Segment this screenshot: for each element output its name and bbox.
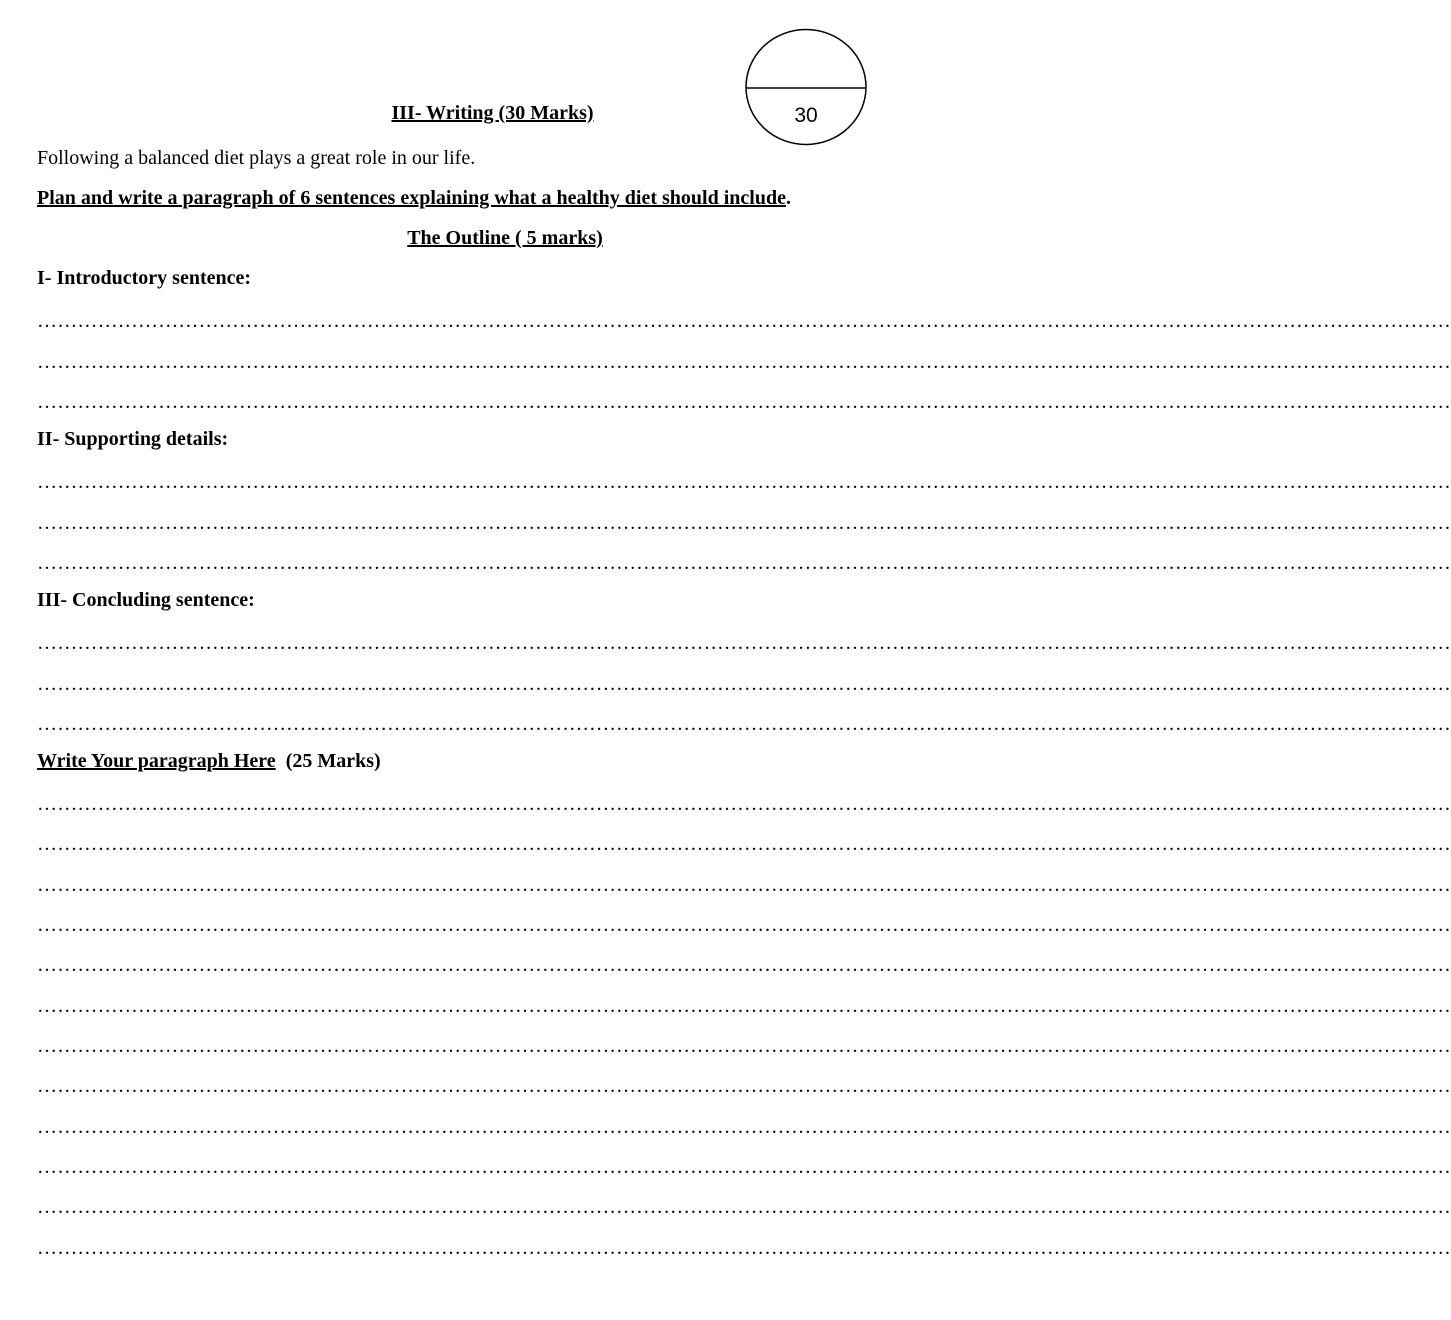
paragraph-marks: (25 Marks) [285, 750, 381, 772]
score-total: 30 [794, 104, 818, 127]
paragraph-answer-line[interactable]: ………………………………………………………………………………………………………………………………………………………………………………………… [37, 995, 1451, 1017]
section-title: III- Writing (30 Marks) [391, 102, 594, 124]
intro-answer-line[interactable]: ………………………………………………………………………………………………………………………………………………………………………………………… [37, 391, 1451, 413]
concluding-answer-line[interactable]: ………………………………………………………………………………………………………………………………………………………………………………………… [37, 673, 1451, 695]
concluding-answer-line[interactable]: ………………………………………………………………………………………………………………………………………………………………………………………… [37, 632, 1451, 654]
paragraph-answer-line[interactable]: ………………………………………………………………………………………………………………………………………………………………………………………… [37, 1035, 1451, 1057]
concluding-answer-line[interactable]: ………………………………………………………………………………………………………………………………………………………………………………………… [37, 713, 1451, 735]
concluding-label: III- Concluding sentence: [37, 589, 255, 611]
paragraph-answer-line[interactable]: ………………………………………………………………………………………………………………………………………………………………………………………… [37, 1156, 1451, 1178]
supporting-answer-line[interactable]: ………………………………………………………………………………………………………………………………………………………………………………………… [37, 552, 1451, 574]
paragraph-answer-line[interactable]: ………………………………………………………………………………………………………………………………………………………………………………………… [37, 1116, 1451, 1138]
paragraph-answer-line[interactable]: ………………………………………………………………………………………………………………………………………………………………………………………… [37, 1196, 1451, 1218]
score-circle-shape [745, 28, 867, 146]
paragraph-answer-line[interactable]: ………………………………………………………………………………………………………………………………………………………………………………………… [37, 793, 1451, 815]
score-circle [745, 28, 867, 146]
supporting-label: II- Supporting details: [37, 428, 229, 450]
paragraph-answer-line[interactable]: ………………………………………………………………………………………………………………………………………………………………………………………… [37, 914, 1451, 936]
supporting-answer-line[interactable]: ………………………………………………………………………………………………………………………………………………………………………………………… [37, 512, 1451, 534]
task-period: . [785, 187, 791, 209]
paragraph-answer-line[interactable]: ………………………………………………………………………………………………………………………………………………………………………………………… [37, 1237, 1451, 1259]
paragraph-answer-line[interactable]: ………………………………………………………………………………………………………………………………………………………………………………………… [37, 1075, 1451, 1097]
task-instruction [37, 186, 791, 210]
paragraph-label: Write Your paragraph Here [37, 750, 276, 772]
outline-title: The Outline ( 5 marks) [407, 227, 603, 249]
prompt-text: Following a balanced diet plays a great role in our life. [37, 147, 476, 169]
task-text: Plan and write a paragraph of 6 sentences explaining what a healthy diet should include [37, 187, 786, 209]
intro-label: I- Introductory sentence: [37, 267, 252, 289]
paragraph-answer-line[interactable]: ………………………………………………………………………………………………………………………………………………………………………………………… [37, 833, 1451, 855]
intro-answer-line[interactable]: ………………………………………………………………………………………………………………………………………………………………………………………… [37, 351, 1451, 373]
intro-answer-line[interactable]: ………………………………………………………………………………………………………………………………………………………………………………………… [37, 310, 1451, 332]
paragraph-heading [37, 749, 381, 773]
supporting-answer-line[interactable]: ………………………………………………………………………………………………………………………………………………………………………………………… [37, 471, 1451, 493]
paragraph-answer-line[interactable]: ………………………………………………………………………………………………………………………………………………………………………………………… [37, 954, 1451, 976]
paragraph-answer-line[interactable]: ………………………………………………………………………………………………………………………………………………………………………………………… [37, 874, 1451, 896]
